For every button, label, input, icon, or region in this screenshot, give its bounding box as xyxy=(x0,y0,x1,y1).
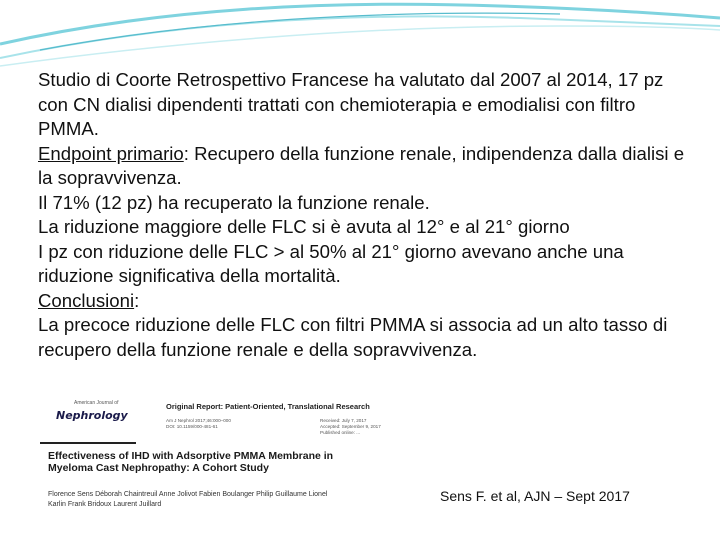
paper-meta-line: Received: July 7, 2017 xyxy=(320,418,367,423)
endpoint-text: Recupero della funzione renale, indipendenza dalla dialisi e la sopravvivenza. xyxy=(38,142,685,188)
paragraph-endpoint xyxy=(38,142,698,191)
paragraph-mortality: I pz con riduzione delle FLC > al 50% al 21° giorno avevano anche una riduzione significativa della mortalità. xyxy=(38,240,624,286)
paper-meta-line: Accepted: September 9, 2017 xyxy=(320,424,381,429)
paragraph-conclusions-heading xyxy=(38,289,698,314)
paper-meta-right xyxy=(320,418,381,436)
paper-title: Effectiveness of IHD with Adsorptive PMMA Membrane in Myeloma Cast Nephropathy: A Cohort Study xyxy=(48,450,334,474)
paragraph-recovery: Il 71% (12 pz) ha recuperato la funzione renale. xyxy=(38,191,430,213)
endpoint-separator: : xyxy=(183,142,195,164)
endpoint-label: Endpoint primario xyxy=(38,142,184,164)
paragraph-conclusion: La precoce riduzione delle FLC con filtri PMMA si associa ad un alto tasso di recupero della funzione renale e della sopravvivenza. xyxy=(38,314,668,360)
paragraph-flc-reduction: La riduzione maggiore delle FLC si è avuta al 12° e al 21° giorno xyxy=(38,216,570,237)
conclusions-label: Conclusioni xyxy=(38,289,135,311)
slide-body xyxy=(38,68,698,362)
paper-meta-line: Am J Nephrol 2017;46:000–000 xyxy=(166,418,231,423)
paper-screenshot xyxy=(34,398,410,522)
paper-authors: Florence Sens Déborah Chaintreuil Anne Jolivot Fabien Boulanger Philip Guillaume Lionel Karlin Frank Bridoux Laurent Juillard xyxy=(48,491,328,508)
citation: Sens F. et al, AJN – Sept 2017 xyxy=(440,488,630,504)
paper-meta-line: DOI: 10.1159/000-481-61 xyxy=(166,424,218,429)
conclusions-separator: : xyxy=(134,289,140,311)
journal-divider xyxy=(40,442,136,444)
journal-name: Nephrology xyxy=(56,409,128,422)
paper-section: Original Report: Patient-Oriented, Translational Research xyxy=(166,402,370,411)
paper-meta-left xyxy=(166,418,231,430)
journal-kicker: American Journal of xyxy=(74,400,119,406)
paper-meta-line: Published online: ... xyxy=(320,430,361,435)
paragraph-study-description: Studio di Coorte Retrospettivo Francese ha valutato dal 2007 al 2014, 17 pz con CN dialisi dipendenti trattati con chemioterapia e emodialisi con filtro PMMA. xyxy=(38,69,664,139)
